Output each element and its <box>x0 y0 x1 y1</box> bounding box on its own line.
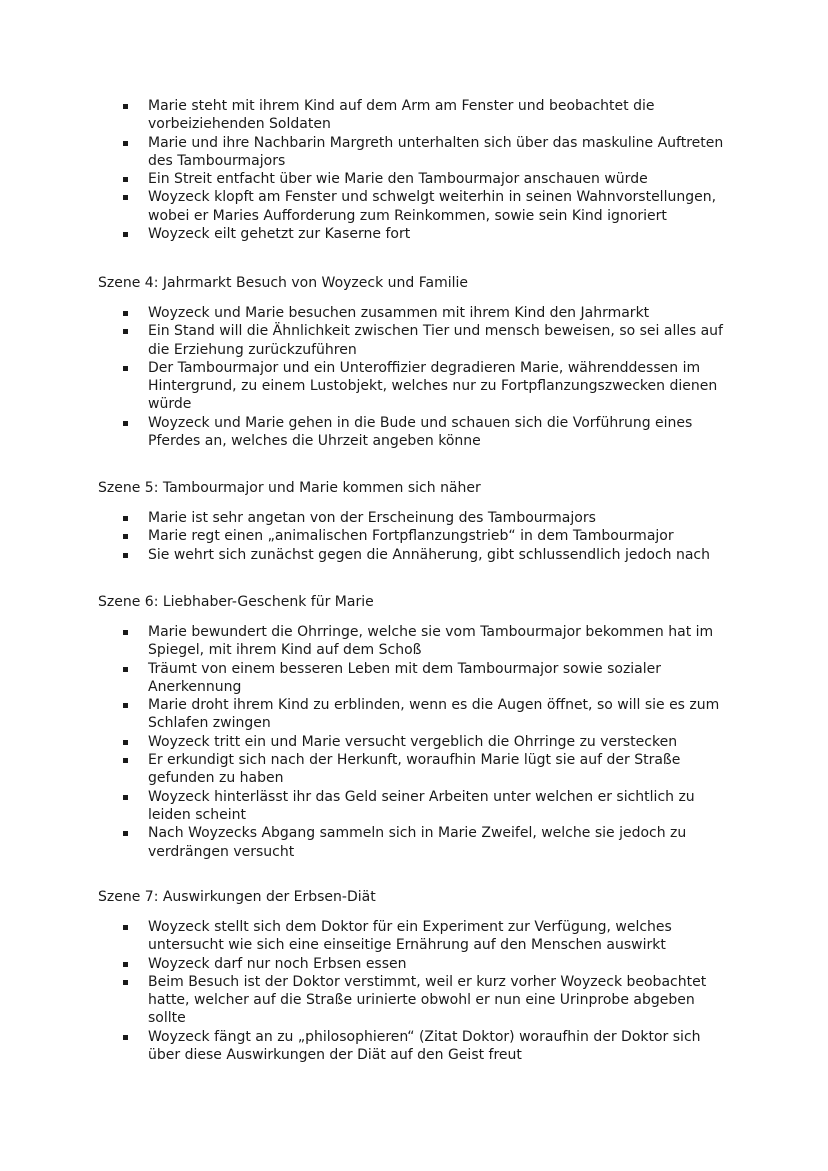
list-item: Woyzeck darf nur noch Erbsen essen <box>98 955 728 973</box>
bullet-icon <box>123 232 128 237</box>
section-heading: Szene 5: Tambourmajor und Marie kommen sich näher <box>98 480 481 496</box>
bullet-icon <box>123 667 128 672</box>
list-item: Ein Streit entfacht über wie Marie den Tambourmajor anschauen würde <box>98 170 728 188</box>
section-heading: Szene 6: Liebhaber-Geschenk für Marie <box>98 594 374 610</box>
bullet-icon <box>123 831 128 836</box>
list-item: Ein Stand will die Ähnlichkeit zwischen Tier und mensch beweisen, so sei alles auf die Erziehung zurückzuführen <box>98 322 728 359</box>
list-item: Woyzeck und Marie besuchen zusammen mit ihrem Kind den Jahrmarkt <box>98 304 728 322</box>
list-item: Woyzeck fängt an zu „philosophieren“ (Zitat Doktor) woraufhin der Doktor sich über diese Auswirkungen der Diät auf den Geist freut <box>98 1028 728 1065</box>
list-item: Nach Woyzecks Abgang sammeln sich in Marie Zweifel, welche sie jedoch zu verdrängen versucht <box>98 824 728 861</box>
list-item: Woyzeck und Marie gehen in die Bude und schauen sich die Vorführung eines Pferdes an, welches die Uhrzeit angeben könne <box>98 414 728 451</box>
bullet-list <box>98 623 738 861</box>
bullet-icon <box>123 534 128 539</box>
bullet-icon <box>123 740 128 745</box>
bullet-icon <box>123 795 128 800</box>
list-item: Marie ist sehr angetan von der Erscheinung des Tambourmajors <box>98 509 728 527</box>
bullet-icon <box>123 104 128 109</box>
bullet-icon <box>123 141 128 146</box>
bullet-list <box>98 509 738 564</box>
bullet-icon <box>123 421 128 426</box>
bullet-icon <box>123 758 128 763</box>
list-item: Woyzeck stellt sich dem Doktor für ein Experiment zur Verfügung, welches untersucht wie sich eine einseitige Ernährung auf den Menschen auswirkt <box>98 918 728 955</box>
list-item: Marie bewundert die Ohrringe, welche sie vom Tambourmajor bekommen hat im Spiegel, mit ihrem Kind auf dem Schoß <box>98 623 728 660</box>
list-item: Träumt von einem besseren Leben mit dem Tambourmajor sowie sozialer Anerkennung <box>98 660 728 697</box>
section-scene-6 <box>98 593 738 861</box>
section-scene-4 <box>98 274 738 450</box>
bullet-icon <box>123 980 128 985</box>
bullet-list <box>98 304 738 450</box>
list-item: Beim Besuch ist der Doktor verstimmt, weil er kurz vorher Woyzeck beobachtet hatte, welcher auf die Straße urinierte obwohl er nun eine Urinprobe abgeben sollte <box>98 973 728 1028</box>
list-item: Er erkundigt sich nach der Herkunft, woraufhin Marie lügt sie auf der Straße gefunden zu haben <box>98 751 728 788</box>
list-item: Marie und ihre Nachbarin Margreth unterhalten sich über das maskuline Auftreten des Tambourmajors <box>98 134 728 171</box>
section-scene-5 <box>98 479 738 564</box>
list-item: Marie droht ihrem Kind zu erblinden, wenn es die Augen öffnet, so will sie es zum Schlafen zwingen <box>98 696 728 733</box>
bullet-icon <box>123 329 128 334</box>
list-item: Der Tambourmajor und ein Unteroffizier degradieren Marie, währenddessen im Hintergrund, zu einem Lustobjekt, welches nur zu Fortpflanzungszwecken dienen würde <box>98 359 728 414</box>
list-item: Woyzeck klopft am Fenster und schwelgt weiterhin in seinen Wahnvorstellungen, wobei er Maries Aufforderung zum Reinkommen, sowie sein Kind ignoriert <box>98 188 728 225</box>
bullet-icon <box>123 366 128 371</box>
bullet-list <box>98 918 738 1064</box>
bullet-icon <box>123 703 128 708</box>
bullet-icon <box>123 630 128 635</box>
section-heading: Szene 4: Jahrmarkt Besuch von Woyzeck und Familie <box>98 275 468 291</box>
bullet-icon <box>123 553 128 558</box>
bullet-list <box>98 97 738 243</box>
bullet-icon <box>123 177 128 182</box>
section-heading: Szene 7: Auswirkungen der Erbsen-Diät <box>98 889 376 905</box>
bullet-icon <box>123 195 128 200</box>
list-item: Woyzeck tritt ein und Marie versucht vergeblich die Ohrringe zu verstecken <box>98 733 728 751</box>
bullet-icon <box>123 311 128 316</box>
section-scene-7 <box>98 888 738 1064</box>
bullet-icon <box>123 1035 128 1040</box>
bullet-icon <box>123 516 128 521</box>
list-item: Woyzeck hinterlässt ihr das Geld seiner Arbeiten unter welchen er sichtlich zu leiden scheint <box>98 788 728 825</box>
list-item: Marie steht mit ihrem Kind auf dem Arm am Fenster und beobachtet die vorbeiziehenden Soldaten <box>98 97 728 134</box>
bullet-icon <box>123 925 128 930</box>
list-item: Sie wehrt sich zunächst gegen die Annäherung, gibt schlussendlich jedoch nach <box>98 546 728 564</box>
list-item: Woyzeck eilt gehetzt zur Kaserne fort <box>98 225 728 243</box>
bullet-icon <box>123 962 128 967</box>
section-scene-3-continued <box>98 97 738 243</box>
list-item: Marie regt einen „animalischen Fortpflanzungstrieb“ in dem Tambourmajor <box>98 527 728 545</box>
